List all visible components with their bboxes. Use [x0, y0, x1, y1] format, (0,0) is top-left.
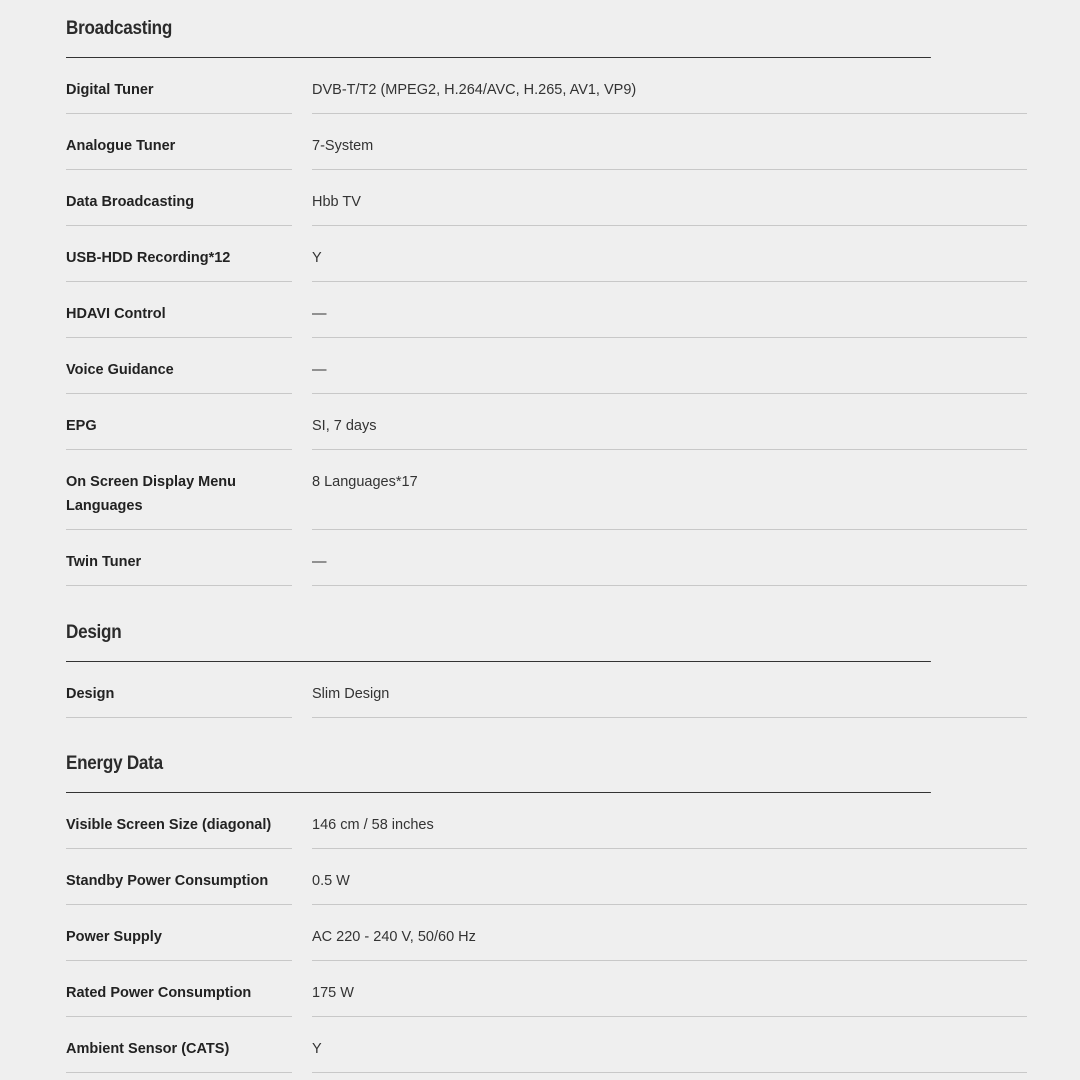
spec-label: Analogue Tuner — [66, 114, 292, 170]
spec-label: Twin Tuner — [66, 530, 292, 586]
spec-value: 175 W — [312, 961, 1027, 1017]
spec-label: Design — [66, 662, 292, 718]
spec-label: Data Broadcasting — [66, 170, 292, 226]
spec-row-digital-tuner — [66, 58, 1027, 114]
spec-row-twin-tuner — [66, 530, 1027, 586]
spec-value: — — [312, 282, 1027, 338]
spec-value: Y — [312, 226, 1027, 282]
section-title: Design — [66, 604, 931, 662]
spec-value: SI, 7 days — [312, 394, 1027, 450]
spec-row-ambient-sensor — [66, 1017, 1027, 1073]
spec-row-standby-power — [66, 849, 1027, 905]
spec-label: USB-HDD Recording*12 — [66, 226, 292, 282]
spec-value: — — [312, 530, 1027, 586]
spec-value: 146 cm / 58 inches — [312, 793, 1027, 849]
spec-value: 0.5 W — [312, 849, 1027, 905]
spec-row-power-supply — [66, 905, 1027, 961]
spec-row-usb-hdd-recording — [66, 226, 1027, 282]
spec-label: HDAVI Control — [66, 282, 292, 338]
spec-label: Voice Guidance — [66, 338, 292, 394]
section-design — [66, 604, 1027, 718]
spec-label: Visible Screen Size (diagonal) — [66, 793, 292, 849]
spec-value: Hbb TV — [312, 170, 1027, 226]
spec-row-voice-guidance — [66, 338, 1027, 394]
spec-row-epg — [66, 394, 1027, 450]
spec-label: Standby Power Consumption — [66, 849, 292, 905]
spec-value: 7-System — [312, 114, 1027, 170]
spec-row-visible-screen-size — [66, 793, 1027, 849]
spec-value: — — [312, 338, 1027, 394]
spec-value: DVB-T/T2 (MPEG2, H.264/AVC, H.265, AV1, VP9) — [312, 58, 1027, 114]
spec-row-osd-languages — [66, 450, 1027, 530]
spec-label: Rated Power Consumption — [66, 961, 292, 1017]
spec-value: Y — [312, 1017, 1027, 1073]
spec-label: On Screen Display Menu Languages — [66, 450, 292, 530]
spec-value: AC 220 - 240 V, 50/60 Hz — [312, 905, 1027, 961]
spec-row-analogue-tuner — [66, 114, 1027, 170]
spec-value: Slim Design — [312, 662, 1027, 718]
spec-value: 8 Languages*17 — [312, 450, 1027, 530]
spec-label: EPG — [66, 394, 292, 450]
spec-row-design — [66, 662, 1027, 718]
spec-row-rated-power — [66, 961, 1027, 1017]
section-energy-data — [66, 735, 1027, 1073]
section-title: Broadcasting — [66, 0, 931, 58]
spec-label: Digital Tuner — [66, 58, 292, 114]
section-broadcasting — [66, 0, 1027, 586]
spec-row-hdavi-control — [66, 282, 1027, 338]
spec-row-data-broadcasting — [66, 170, 1027, 226]
spec-label: Power Supply — [66, 905, 292, 961]
section-title: Energy Data — [66, 735, 931, 793]
spec-label: Ambient Sensor (CATS) — [66, 1017, 292, 1073]
